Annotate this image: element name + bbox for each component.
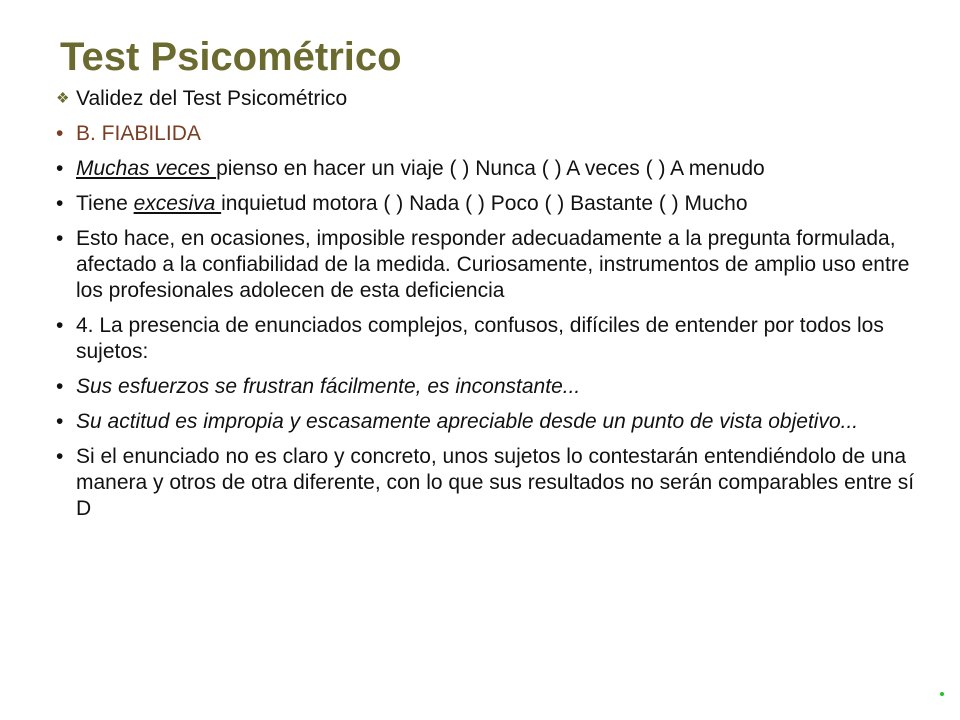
list-item-text: Si el enunciado no es claro y concreto, unos sujetos lo contestarán entendiéndolo de una manera y otros de otra diferente, con lo que sus resultados no serán comparables entre sí D — [76, 445, 915, 520]
bullet-icon: • — [56, 227, 64, 250]
corner-dot — [940, 692, 944, 696]
list-item-prefix: Tiene — [76, 192, 134, 215]
list-item-text: Sus esfuerzos se frustran fácilmente, es inconstante... — [76, 375, 581, 398]
bullet-icon: • — [56, 192, 64, 215]
list-item-text: B. FIABILIDA — [76, 122, 201, 145]
list-item-validez — [56, 86, 926, 112]
list-item-text: 4. La presencia de enunciados complejos, confusos, difíciles de entender por todos los sujetos: — [76, 314, 884, 363]
list-item-text — [76, 192, 748, 215]
list-item-fiabilidad — [56, 121, 926, 147]
list-item-rest: pienso en hacer un viaje ( ) Nunca ( ) A veces ( ) A menudo — [216, 157, 765, 180]
list-item-example-viaje — [56, 156, 926, 182]
bullet-icon: • — [56, 410, 64, 433]
bullet-icon: • — [56, 157, 64, 180]
diamond-icon: ❖ — [56, 90, 70, 107]
list-item-point-4 — [56, 313, 926, 365]
bullet-icon: • — [56, 122, 64, 145]
list-item-explanation — [56, 226, 926, 304]
list-item-text: Validez del Test Psicométrico — [76, 87, 348, 110]
list-item-example-inquietud — [56, 191, 926, 217]
list-item-conclusion — [56, 444, 926, 522]
list-item-example-actitud — [56, 409, 926, 435]
list-item-text: Esto hace, en ocasiones, imposible responder adecuadamente a la pregunta formulada, afectado a la confiabilidad de la medida. Curiosamente, instrumentos de amplio uso entre los profesionales adolecen de esta deficiencia — [76, 227, 910, 302]
bullet-icon: • — [56, 445, 64, 468]
slide-title: Test Psicométrico — [60, 35, 402, 79]
bullet-icon: • — [56, 314, 64, 337]
list-item-example-esfuerzos — [56, 374, 926, 400]
underlined-phrase: Muchas veces — [76, 157, 217, 180]
list-item-text: Su actitud es impropia y escasamente apreciable desde un punto de vista objetivo... — [76, 410, 859, 433]
underlined-word: excesiva — [133, 192, 222, 215]
list-item-text — [76, 157, 765, 180]
list-item-rest: inquietud motora ( ) Nada ( ) Poco ( ) Bastante ( ) Mucho — [221, 192, 748, 215]
bullet-icon: • — [56, 375, 64, 398]
bullet-list — [56, 86, 926, 531]
